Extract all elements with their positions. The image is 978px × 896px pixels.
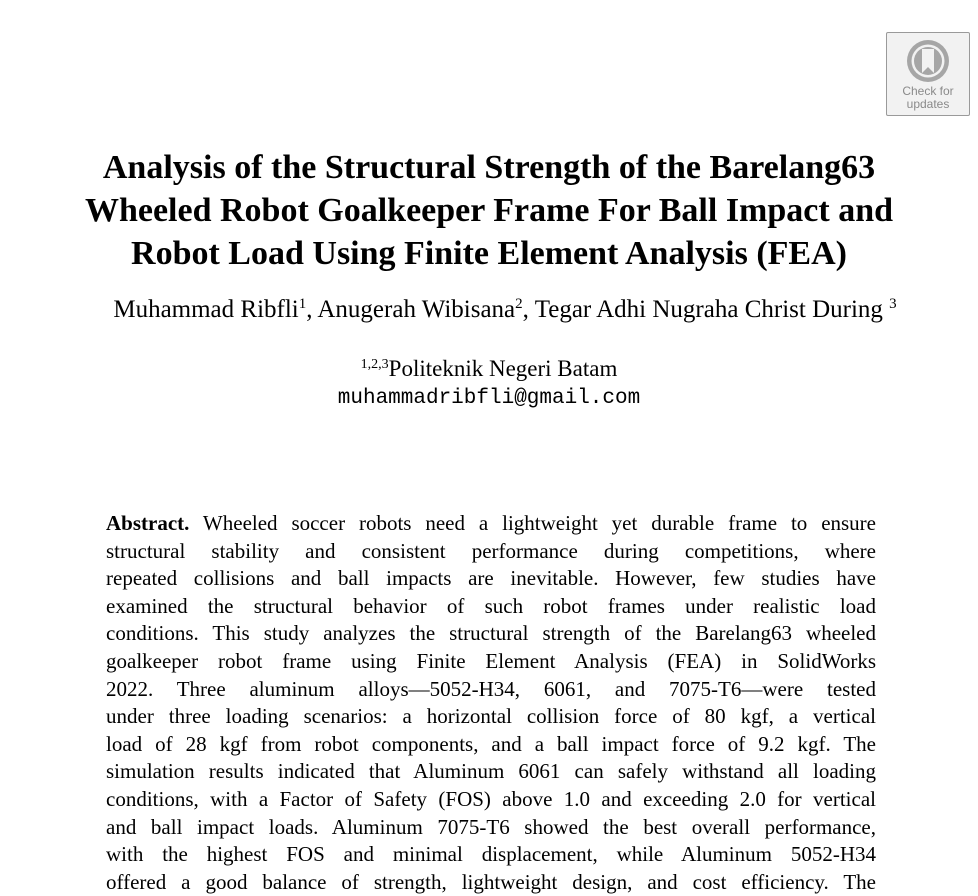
author-separator: , <box>522 296 535 323</box>
author-name: Muhammad Ribfli <box>113 296 299 323</box>
affiliation-name: Politeknik Negeri Batam <box>388 356 618 381</box>
author-name: Tegar Adhi Nugraha Christ During <box>534 296 883 323</box>
abstract-line: 2022. Three aluminum alloys—5052-H34, 6061, and 7075-T6—were tested <box>106 676 876 701</box>
paper-title <box>0 146 978 275</box>
abstract-line: under three loading scenarios: a horizontal collision force of 80 kgf, a vertical <box>106 704 876 729</box>
author-affiliation-mark: 1 <box>298 296 307 312</box>
abstract-line: structural stability and consistent performance during competitions, where <box>106 538 876 563</box>
abstract-label: Abstract. <box>106 511 190 535</box>
abstract-line-text: Wheeled soccer robots need a lightweight yet durable frame to ensure <box>189 511 876 535</box>
abstract-line <box>106 510 876 538</box>
abstract-line: offered a good balance of strength, lightweight design, and cost efficiency. The <box>106 869 876 894</box>
author-separator: , <box>306 296 318 323</box>
badge-label-line1: Check for <box>902 84 954 98</box>
abstract-line: and ball impact loads. Aluminum 7075-T6 showed the best overall performance, <box>106 814 876 839</box>
author-affiliation-mark: 3 <box>889 296 897 312</box>
abstract-line: conditions. This study analyzes the structural strength of the Barelang63 wheeled <box>106 621 876 646</box>
author-email[interactable]: muhammadribfli@gmail.com <box>337 387 641 410</box>
check-for-updates-badge[interactable] <box>886 32 970 116</box>
title-line-2: Wheeled Robot Goalkeeper Frame For Ball Impact and <box>84 192 894 229</box>
abstract-line: conditions, with a Factor of Safety (FOS) above 1.0 and exceeding 2.0 for vertical <box>106 786 876 811</box>
bookmark-ribbon-icon <box>905 38 951 84</box>
affiliation <box>0 356 978 382</box>
title-line-3: Robot Load Using Finite Element Analysis (FEA) <box>131 235 847 272</box>
badge-label-line2: updates <box>906 97 950 111</box>
abstract-line: repeated collisions and ball impacts are inevitable. However, few studies have <box>106 566 876 591</box>
abstract-line: with the highest FOS and minimal displacement, while Aluminum 5052-H34 <box>106 842 876 867</box>
author-name: Anugerah Wibisana <box>317 296 516 323</box>
abstract <box>106 510 876 896</box>
affiliation-marks: 1,2,3 <box>360 357 389 372</box>
abstract-line: simulation results indicated that Aluminum 6061 can safely withstand all loading <box>106 759 876 784</box>
abstract-line: load of 28 kgf from robot components, and a ball impact force of 9.2 kgf. The <box>106 731 876 756</box>
author-list <box>0 296 978 324</box>
title-line-1: Analysis of the Structural Strength of the Barelang63 <box>102 149 876 186</box>
abstract-line: goalkeeper robot frame using Finite Element Analysis (FEA) in SolidWorks <box>106 648 876 673</box>
author-affiliation-mark: 2 <box>515 296 523 312</box>
abstract-line: examined the structural behavior of such robot frames under realistic load <box>106 593 876 618</box>
